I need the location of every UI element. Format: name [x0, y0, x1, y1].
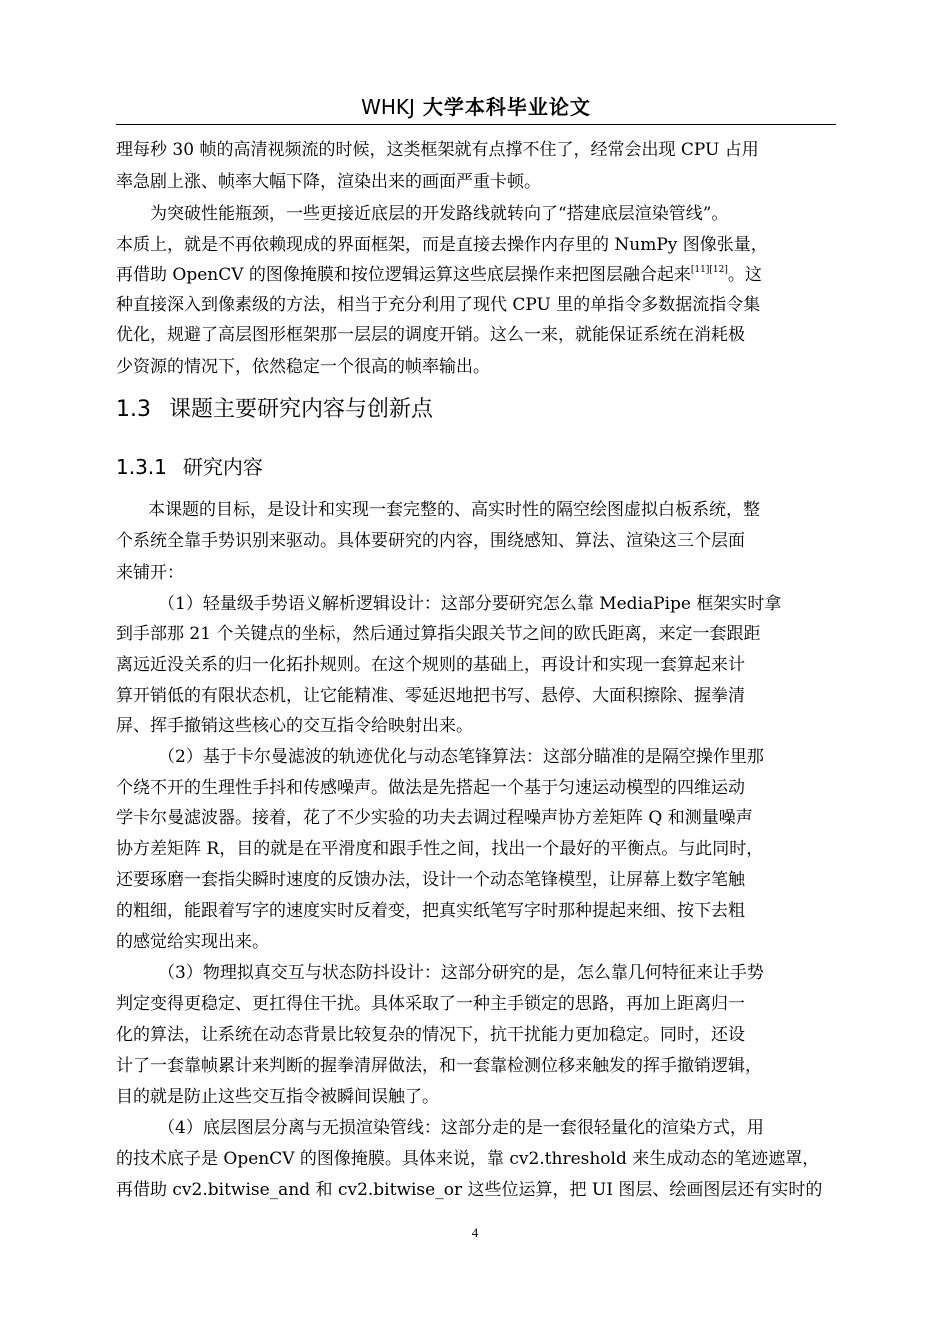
body-line-with-citation: [116, 264, 762, 286]
list-item-line: 算开销低的有限状态机，让它能精准、零延迟地把书写、悬停、大面积擦除、握拳清: [116, 686, 745, 706]
header-school: WHKJ: [361, 95, 415, 119]
list-item-line: （2）基于卡尔曼滤波的轨迹优化与动态笔锋算法：这部分瞄准的是隔空操作里那: [158, 747, 764, 767]
subsection-number: 1.3.1: [116, 455, 167, 479]
list-item-line: 个绕不开的生理性手抖和传感噪声。做法是先搭起一个基于匀速运动模型的四维运动: [116, 778, 745, 798]
body-text: 。这: [727, 265, 762, 285]
header-title: 大学本科毕业论文: [422, 95, 591, 119]
section-number: 1.3: [116, 397, 151, 422]
list-item-line: 学卡尔曼滤波器。接着，花了不少实验的功夫去调过程噪声协方差矩阵 Q 和测量噪声: [116, 808, 753, 828]
body-line: 本质上，就是不再依赖现成的界面框架，而是直接去操作内存里的 NumPy 图像张量，: [116, 235, 768, 255]
list-item-line: （3）物理拟真交互与状态防抖设计：这部分研究的是，怎么靠几何特征来让手势: [158, 963, 764, 983]
body-line: 理每秒 30 帧的高清视频流的时候，这类框架就有点撑不住了，经常会出现 CPU 占用: [116, 140, 759, 160]
body-line: 本课题的目标，是设计和实现一套完整的、高实时性的隔空绘图虚拟白板系统，整: [148, 500, 760, 520]
body-line: 优化，规避了高层图形框架那一层层的调度开销。这么一来，就能保证系统在消耗极: [116, 325, 745, 345]
body-line: 来铺开：: [116, 563, 184, 583]
body-line: 少资源的情况下，依然稳定一个很高的帧率输出。: [116, 357, 490, 377]
list-item-line: 化的算法，让系统在动态背景比较复杂的情况下，抗干扰能力更加稳定。同时，还设: [116, 1025, 745, 1045]
list-item-line: 计了一套靠帧累计来判断的握拳清屏做法，和一套靠检测位移来触发的挥手撤销逻辑，: [116, 1056, 762, 1076]
list-item-line: 离远近没关系的归一化拓扑规则。在这个规则的基础上，再设计和实现一套算起来计: [116, 655, 745, 675]
list-item-line: 的感觉给实现出来。: [116, 932, 269, 952]
section-title: 课题主要研究内容与创新点: [169, 397, 434, 422]
section-heading: [116, 396, 433, 424]
subsection-title: 研究内容: [182, 455, 263, 479]
body-line: 率急剧上涨、帧率大幅下降，渲染出来的画面严重卡顿。: [116, 172, 541, 192]
header-rule: [116, 124, 836, 125]
body-text: 再借助 OpenCV 的图像掩膜和按位逻辑运算这些底层操作来把图层融合起来: [116, 265, 691, 285]
body-line: 种直接深入到像素级的方法，相当于充分利用了现代 CPU 里的单指令多数据流指令集: [116, 295, 761, 315]
list-item-line: 协方差矩阵 R，目的就是在平滑度和跟手性之间，找出一个最好的平衡点。与此同时，: [116, 839, 764, 859]
body-line: 为突破性能瓶颈，一些更接近底层的开发路线就转向了“搭建底层渲染管线”。: [150, 204, 729, 224]
list-item-line: 目的就是防止这些交互指令被瞬间误触了。: [116, 1087, 439, 1107]
citation: [11][12]: [690, 265, 728, 275]
list-item-line: 再借助 cv2.bitwise_and 和 cv2.bitwise_or 这些位运算，把 UI 图层、绘画图层还有实时的: [116, 1180, 823, 1200]
list-item-line: （4）底层图层分离与无损渲染管线：这部分走的是一套很轻量化的渲染方式，用: [158, 1118, 764, 1138]
body-line: 个系统全靠手势识别来驱动。具体要研究的内容，围绕感知、算法、渲染这三个层面: [116, 531, 745, 551]
subsection-heading: [116, 454, 263, 480]
list-item-line: 到手部那 21 个关键点的坐标，然后通过算指尖跟关节之间的欧氏距离，来定一套跟距: [116, 624, 761, 644]
page-header: [116, 94, 836, 120]
list-item-line: 屏、挥手撤销这些核心的交互指令给映射出来。: [116, 716, 473, 736]
page-number: 4: [471, 1225, 479, 1240]
list-item-line: 的技术底子是 OpenCV 的图像掩膜。具体来说，靠 cv2.threshold 来生成动态的笔迹遮罩，: [116, 1149, 820, 1169]
list-item-line: 还要琢磨一套指尖瞬时速度的反馈办法，设计一个动态笔锋模型，让屏幕上数字笔触: [116, 870, 745, 890]
list-item-line: 判定变得更稳定、更扛得住干扰。具体采取了一种主手锁定的思路，再加上距离归一: [116, 994, 745, 1014]
list-item-line: （1）轻量级手势语义解析逻辑设计：这部分要研究怎么靠 MediaPipe 框架实时拿: [158, 594, 782, 614]
list-item-line: 的粗细，能跟着写字的速度实时反着变，把真实纸笔写字时那种提起来细、按下去粗: [116, 901, 745, 921]
